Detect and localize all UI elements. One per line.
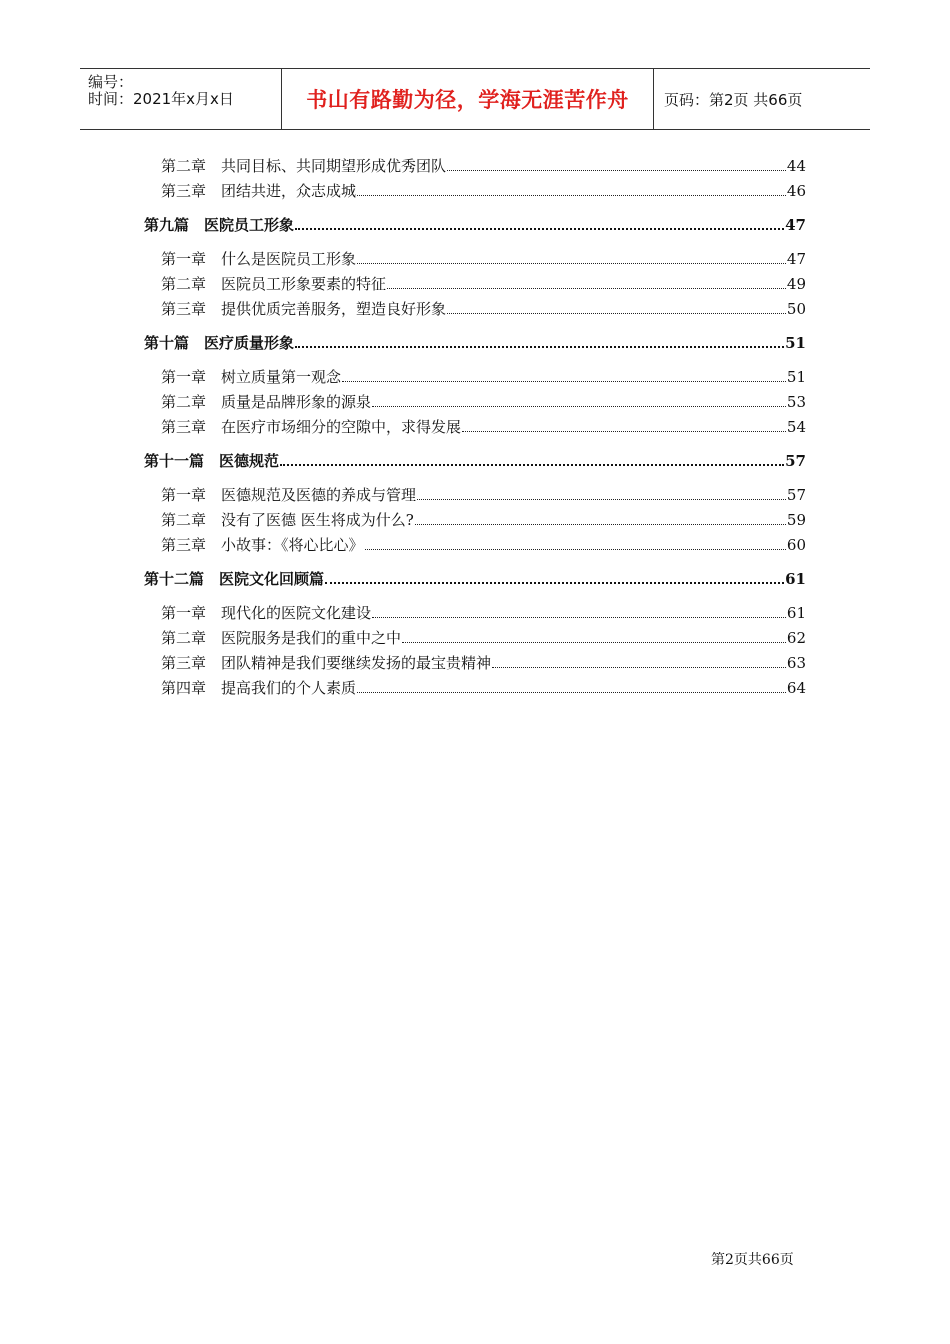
toc-entry[interactable]	[144, 390, 806, 415]
toc-page-number: 53	[786, 393, 806, 411]
toc-entry-label: 第三章 提供优质完善服务，塑造良好形象	[161, 300, 447, 318]
toc-entry[interactable]	[144, 626, 806, 651]
document-number-label: 编号：	[88, 73, 134, 91]
toc-entry-label: 第一章 什么是医院员工形象	[161, 250, 357, 268]
toc-leader	[372, 617, 786, 618]
toc-page-number: 54	[786, 418, 806, 436]
toc-leader	[357, 692, 786, 693]
toc-entry-label: 第一章 医德规范及医德的养成与管理	[161, 486, 417, 504]
toc-entry[interactable]	[144, 651, 806, 676]
toc-leader	[295, 346, 784, 348]
toc-page-number: 49	[786, 275, 806, 293]
toc-entry[interactable]	[144, 533, 806, 558]
toc-page-number: 60	[786, 536, 806, 554]
toc-page-number: 47	[785, 216, 806, 234]
toc-entry[interactable]	[144, 508, 806, 533]
toc-entry-label: 第四章 提高我们的个人素质	[161, 679, 357, 697]
toc-page-number: 57	[786, 486, 806, 504]
toc-leader	[462, 431, 786, 432]
toc-entry-label: 第一章 现代化的医院文化建设	[161, 604, 372, 622]
toc-entry-label: 第三章 团结共进，众志成城	[161, 182, 357, 200]
toc-entry[interactable]	[144, 601, 806, 626]
toc-leader	[342, 381, 786, 382]
header-motto: 书山有路勤为径，学海无涯苦作舟	[306, 88, 629, 112]
toc-entry[interactable]	[144, 179, 806, 204]
toc-page-number: 47	[786, 250, 806, 268]
header-meta	[80, 69, 282, 129]
toc-entry[interactable]	[144, 676, 806, 701]
toc-leader	[492, 667, 786, 668]
toc-page-number: 57	[785, 452, 806, 470]
toc-entry-label: 第二章 医院员工形象要素的特征	[161, 275, 387, 293]
toc-page-number: 59	[786, 511, 806, 529]
toc-part-label: 第十篇 医疗质量形象	[144, 334, 295, 352]
toc-leader	[417, 499, 786, 500]
toc-entry[interactable]	[144, 272, 806, 297]
header-motto-cell	[282, 69, 654, 129]
toc-page-number: 64	[786, 679, 806, 697]
toc-entry-label: 第二章 共同目标、共同期望形成优秀团队	[161, 157, 447, 175]
toc-entry-label: 第一章 树立质量第一观念	[161, 368, 342, 386]
toc-part-label: 第九篇 医院员工形象	[144, 216, 295, 234]
table-of-contents	[144, 154, 806, 701]
toc-entry-label: 第三章 团队精神是我们要继续发扬的最宝贵精神	[161, 654, 492, 672]
toc-part-entry[interactable]	[144, 213, 806, 238]
toc-part-label: 第十二篇 医院文化回顾篇	[144, 570, 325, 588]
toc-entry[interactable]	[144, 154, 806, 179]
toc-entry-label: 第三章 小故事：《将心比心》	[161, 536, 364, 554]
toc-entry-label: 第二章 没有了医德 医生将成为什么?	[161, 511, 414, 529]
toc-leader	[415, 524, 786, 525]
toc-leader	[280, 464, 784, 466]
toc-leader	[357, 263, 786, 264]
toc-leader	[295, 228, 784, 230]
toc-leader	[447, 313, 786, 314]
toc-entry[interactable]	[144, 415, 806, 440]
toc-part-label: 第十一篇 医德规范	[144, 452, 280, 470]
toc-page-number: 50	[786, 300, 806, 318]
toc-entry[interactable]	[144, 483, 806, 508]
toc-part-entry[interactable]	[144, 567, 806, 592]
page-header	[80, 68, 870, 130]
header-page-info: 页码：第2页 共66页	[664, 90, 803, 109]
toc-entry-label: 第三章 在医疗市场细分的空隙中，求得发展	[161, 418, 462, 436]
toc-entry-label: 第二章 质量是品牌形象的源泉	[161, 393, 372, 411]
toc-leader	[447, 170, 786, 171]
toc-leader	[357, 195, 786, 196]
toc-leader	[387, 288, 786, 289]
document-time: 时间：2021年x月x日	[88, 90, 234, 108]
toc-page-number: 62	[786, 629, 806, 647]
toc-page-number: 51	[785, 334, 806, 352]
toc-entry[interactable]	[144, 247, 806, 272]
toc-part-entry[interactable]	[144, 331, 806, 356]
toc-entry[interactable]	[144, 365, 806, 390]
page-footer: 第2页共66页	[711, 1252, 794, 1268]
toc-page-number: 46	[786, 182, 806, 200]
toc-page-number: 61	[785, 570, 806, 588]
toc-leader	[402, 642, 786, 643]
toc-page-number: 61	[786, 604, 806, 622]
toc-entry-label: 第二章 医院服务是我们的重中之中	[161, 629, 402, 647]
toc-part-entry[interactable]	[144, 449, 806, 474]
toc-leader	[372, 406, 786, 407]
toc-page-number: 44	[786, 157, 806, 175]
toc-page-number: 63	[786, 654, 806, 672]
toc-entry[interactable]	[144, 297, 806, 322]
toc-page-number: 51	[786, 368, 806, 386]
toc-leader	[365, 549, 786, 550]
toc-leader	[325, 582, 784, 584]
